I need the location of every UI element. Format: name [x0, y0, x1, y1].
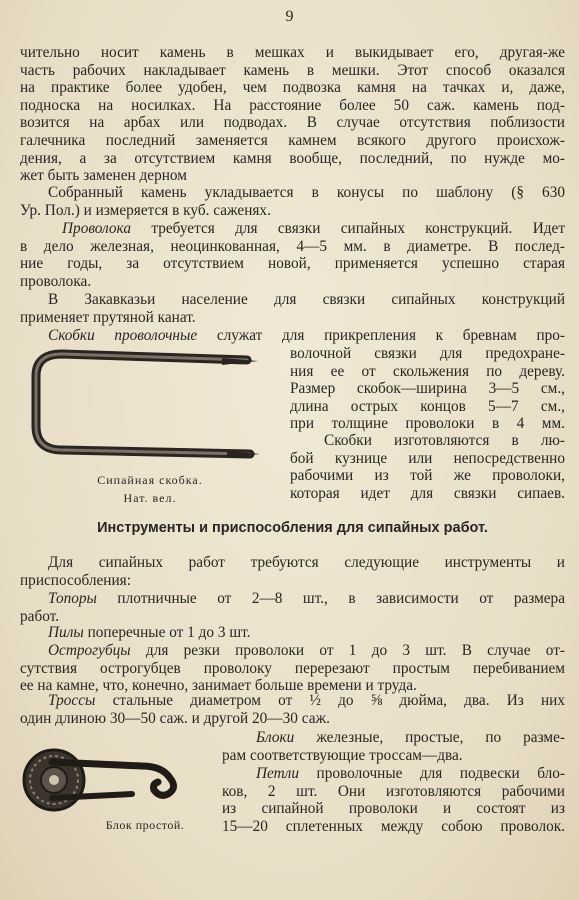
text-line: проволока.: [20, 272, 92, 290]
text-line: Собранный камень укладывается в конусы по шаблону (§ 630: [48, 184, 565, 201]
text-line: сутствия острогубцев проволоку перерезают простым перебиванием: [20, 659, 565, 677]
text-line: один длиною 30—50 саж. и другой 20—30 саж.: [20, 709, 330, 727]
text-line: чительно носит камень в мешках и выкидывает его, другая-же: [20, 44, 565, 61]
text-fragment: требуется для связки сипайных конструкций. Идет: [151, 220, 566, 237]
cutters-paragraph: [20, 642, 565, 695]
text-line: приспособления:: [20, 571, 131, 589]
wire-term: Проволока: [62, 220, 131, 237]
text-line: [222, 729, 565, 747]
text-line: ние годы, за отсутствием новой, применяется успешно старая: [20, 255, 565, 273]
text-line: которая идет для связки сипаев.: [290, 484, 565, 502]
text-line: подноска на носилках. На расстояние более 50 саж. камень под-: [20, 96, 565, 114]
staples-term: Скобки проволочные: [48, 327, 198, 344]
text-line: Ур. Пол.) и измеряется в куб. саженях.: [20, 201, 271, 219]
blocks-term: Блоки: [256, 729, 295, 746]
text-line: дения, а за отсутствием камня вообще, последний, по нужде мо-: [20, 149, 565, 167]
cables-paragraph: [20, 692, 565, 727]
staples-made-paragraph: [290, 432, 565, 502]
text-line: часть рабочих накладывает камень в мешки. Этот способ оказался: [20, 61, 565, 79]
cables-term: Троссы: [48, 692, 96, 709]
loops-paragraph: [222, 765, 565, 835]
text-line: [20, 220, 565, 238]
text-line: В Закавказьи население для связки сипайных конструкций: [48, 291, 565, 308]
text-fragment: служат для прикрепления к бревнам про-: [216, 327, 566, 344]
text-line: возится на арбах или подводах. В случае отсутствия поблизости: [20, 114, 565, 132]
page-number: 9: [285, 8, 294, 25]
text-line: длина острых концов 5—7 см.,: [290, 397, 565, 415]
text-line: рам соответствующие троссам—два.: [222, 746, 463, 764]
staple-illustration: [22, 340, 262, 470]
text-line: [20, 692, 565, 710]
pulley-block-illustration: [12, 732, 192, 822]
text-line: ков, 2 шт. Они изготовляются рабочими: [222, 782, 565, 800]
saws-term: Пилы: [48, 624, 84, 641]
intro-paragraph: [20, 44, 565, 185]
text-line: при толщине проволоки в 4 мм.: [290, 415, 565, 433]
staple-caption: Сипайная скобка.: [97, 473, 203, 487]
block-caption: Блок простой.: [105, 818, 185, 832]
text-fragment: железные, простые, по разме-: [316, 729, 565, 746]
text-line: галечника последний заменяется камнем всякого другого происхож-: [20, 131, 565, 149]
text-fragment: плотничные от 2—8 шт., в зависимости от размера: [117, 590, 565, 607]
text-fragment: стальные диаметром от ½ до ⅝ дюйма, два. Из них: [112, 692, 566, 709]
text-line: из сипайной проволоки и состоят из: [222, 800, 565, 818]
text-line: бой кузнице или непосредственно: [290, 449, 565, 467]
text-fragment: проволочные для подвески бло-: [316, 765, 565, 782]
text-line: ния ее от скольжения по дереву.: [290, 362, 565, 380]
text-fragment: поперечные от 1 до 3 шт.: [87, 624, 251, 641]
staple-caption-sub: Нат. вел.: [123, 491, 177, 505]
text-line: [20, 642, 565, 660]
axes-paragraph: [20, 590, 565, 625]
text-line: на практике более удобен, чем подвозка камня на тачках и, даже,: [20, 79, 565, 97]
text-line: [20, 624, 565, 642]
stacking-paragraph: [20, 184, 565, 219]
text-line: в дело железная, неоцинкованная, 4—5 мм. в диаметре. В послед-: [20, 237, 565, 255]
text-line: работ.: [20, 607, 60, 625]
loops-term: Петли: [256, 765, 300, 782]
text-line: [20, 590, 565, 608]
text-line: 15—20 сплетенных между собою проволок.: [222, 817, 565, 835]
wire-paragraph: [20, 220, 565, 290]
text-line: волочной связки для предохране-: [290, 345, 565, 362]
text-line: Для сипайных работ требуются следующие инструменты и: [48, 554, 565, 571]
blocks-paragraph: [222, 729, 565, 764]
text-line: [222, 765, 565, 783]
text-line: ее на камне, что, конечно, занимает больше времени и труда.: [20, 677, 417, 695]
text-line: применяет прутяной канат.: [20, 308, 196, 326]
text-fragment: для резки проволоки от 1 до 3 шт. В случае от-: [145, 642, 565, 659]
saws-paragraph: [20, 624, 565, 642]
tools-intro: [20, 554, 565, 589]
section-heading: Инструменты и приспособления для сипайных работ.: [97, 520, 488, 536]
caucasus-paragraph: [20, 291, 565, 326]
staples-paragraph: [290, 345, 565, 433]
text-line: Скобки изготовляются в лю-: [324, 432, 565, 449]
text-line: рабочими из той же проволоки,: [290, 467, 565, 485]
cutters-term: Острогубцы: [48, 642, 131, 659]
text-line: жет быть заменен дерном: [20, 167, 187, 185]
text-line: Размер скобок—ширина 3—5 см.,: [290, 380, 565, 398]
axes-term: Топоры: [48, 590, 97, 607]
